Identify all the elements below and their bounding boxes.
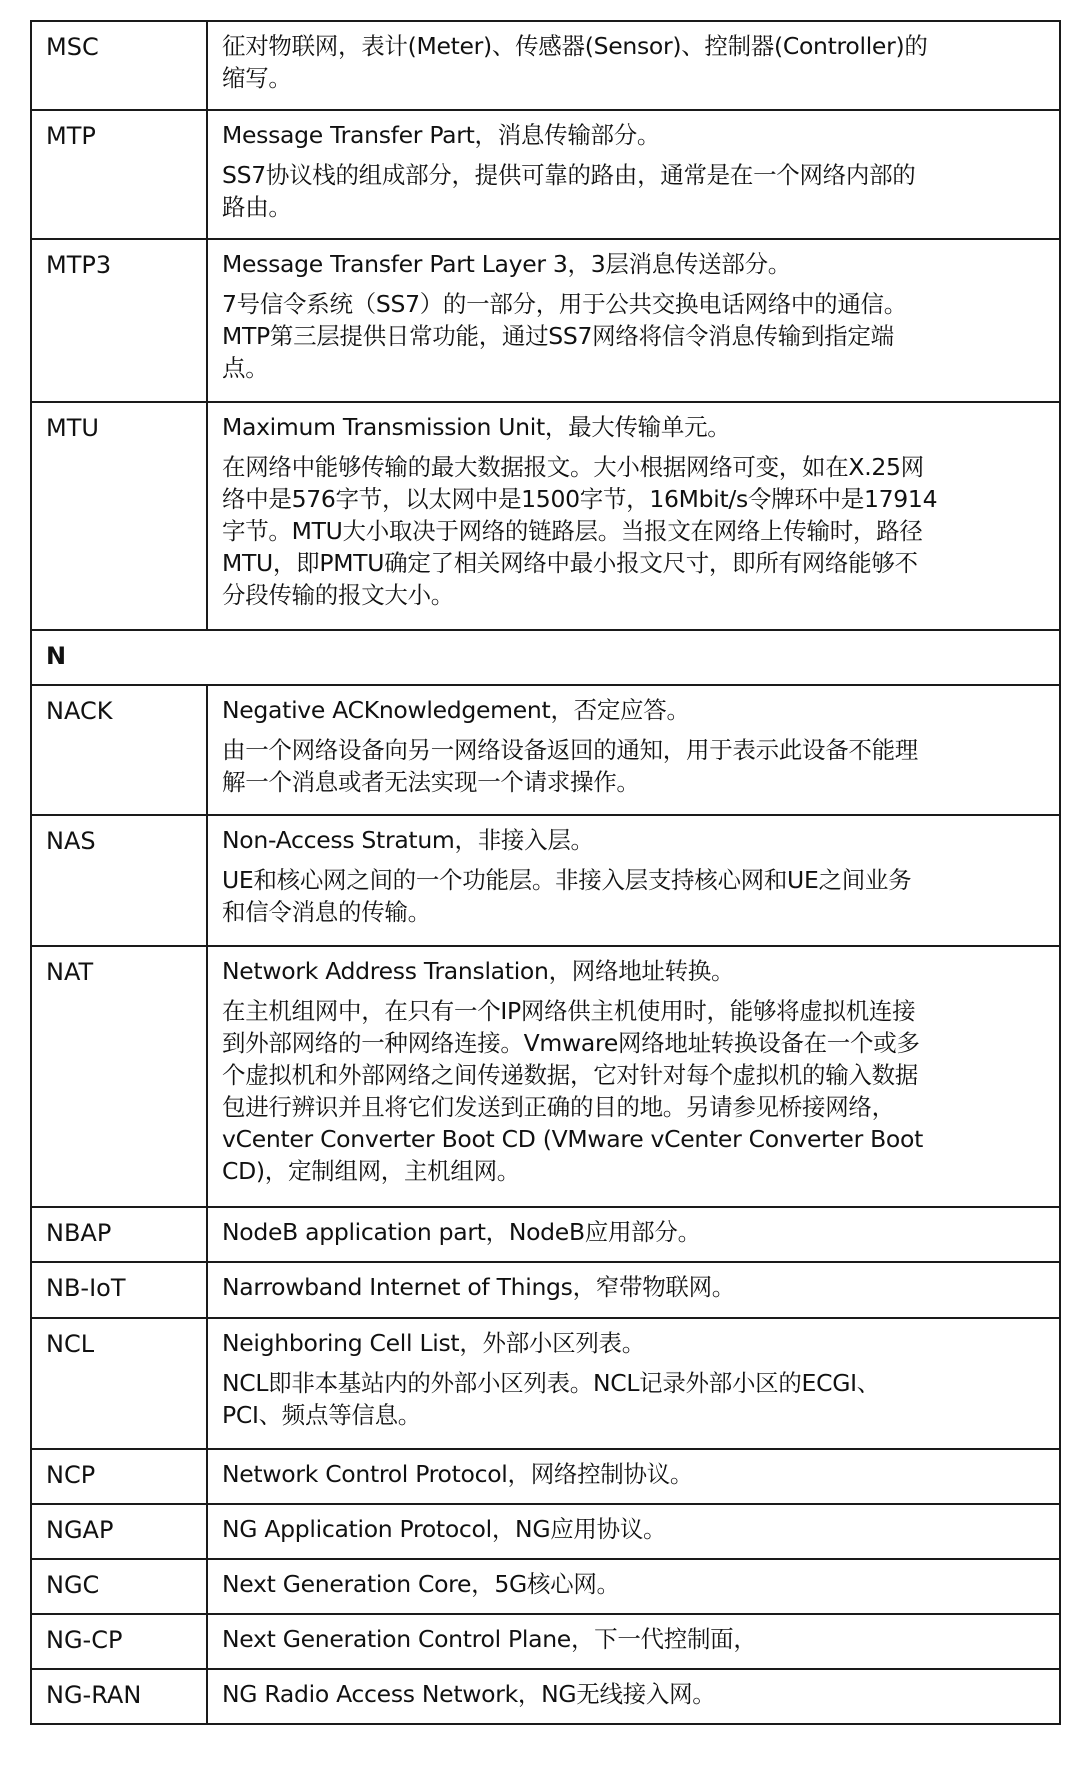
- glossary-row: [31, 815, 1060, 946]
- definition-line: 征对物联网，表计(Meter)、传感器(Sensor)、控制器(Controller)的: [222, 32, 928, 60]
- definition-expansion: [222, 248, 1049, 280]
- term-cell: NB-IoT: [31, 1262, 207, 1318]
- term-cell: MTU: [31, 402, 207, 630]
- definition-line: 路由。: [222, 193, 292, 221]
- definition-explanation: [222, 288, 1049, 384]
- definition-explanation: [222, 995, 1049, 1187]
- definition-explanation: [222, 864, 1049, 928]
- term-cell: NCL: [31, 1318, 207, 1449]
- definition-line: 到外部网络的一种网络连接。Vmware网络地址转换设备在一个或多: [222, 1029, 920, 1057]
- definition-line: 分段传输的报文大小。: [222, 581, 454, 609]
- definition-expansion: [222, 1678, 1049, 1710]
- definition-line: NG Radio Access Network，NG无线接入网。: [222, 1680, 716, 1708]
- glossary-row: [31, 1262, 1060, 1318]
- definition-line: Next Generation Control Plane，下一代控制面，: [222, 1625, 757, 1653]
- section-header-row: [31, 630, 1060, 685]
- definition-expansion: [222, 411, 1049, 443]
- definition-line: Next Generation Core，5G核心网。: [222, 1570, 620, 1598]
- definition-line: Message Transfer Part，消息传输部分。: [222, 121, 661, 149]
- definition-line: 解一个消息或者无法实现一个请求操作。: [222, 768, 640, 796]
- definition-expansion: [222, 1458, 1049, 1490]
- definition-cell: [207, 402, 1060, 630]
- definition-line: Message Transfer Part Layer 3，3层消息传送部分。: [222, 250, 791, 278]
- glossary-row: [31, 946, 1060, 1207]
- definition-line: 字节。MTU大小取决于网络的链路层。当报文在网络上传输时，路径: [222, 517, 923, 545]
- definition-line: 在主机组网中，在只有一个IP网络供主机使用时，能够将虚拟机连接: [222, 997, 916, 1025]
- definition-cell: [207, 1504, 1060, 1559]
- definition-cell: [207, 110, 1060, 239]
- definition-cell: [207, 1262, 1060, 1318]
- definition-expansion: [222, 955, 1049, 987]
- definition-line: MTP第三层提供日常功能，通过SS7网络将信令消息传输到指定端: [222, 322, 894, 350]
- definition-line: vCenter Converter Boot CD (VMware vCenter Converter Boot: [222, 1125, 924, 1153]
- definition-line: NodeB application part，NodeB应用部分。: [222, 1218, 701, 1246]
- definition-expansion: [222, 1513, 1049, 1545]
- term-cell: NG-RAN: [31, 1669, 207, 1724]
- definition-expansion: [222, 119, 1049, 151]
- glossary-row: [31, 685, 1060, 815]
- definition-line: MTU，即PMTU确定了相关网络中最小报文尺寸，即所有网络能够不: [222, 549, 918, 577]
- definition-cell: [207, 946, 1060, 1207]
- definition-explanation: [222, 734, 1049, 798]
- definition-line: UE和核心网之间的一个功能层。非接入层支持核心网和UE之间业务: [222, 866, 912, 894]
- definition-line: 7号信令系统（SS7）的一部分，用于公共交换电话网络中的通信。: [222, 290, 907, 318]
- glossary-row: [31, 402, 1060, 630]
- glossary-row: [31, 1318, 1060, 1449]
- definition-line: Narrowband Internet of Things，窄带物联网。: [222, 1273, 736, 1301]
- definition-cell: [207, 685, 1060, 815]
- term-cell: NGC: [31, 1559, 207, 1614]
- definition-explanation: [222, 451, 1049, 611]
- glossary-row: [31, 1614, 1060, 1669]
- definition-expansion: [222, 1216, 1049, 1248]
- definition-line: Negative ACKnowledgement，否定应答。: [222, 696, 690, 724]
- definition-line: 点。: [222, 354, 269, 382]
- definition-line: 个虚拟机和外部网络之间传递数据，它对针对每个虚拟机的输入数据: [222, 1061, 918, 1089]
- definition-cell: [207, 1449, 1060, 1504]
- definition-line: CD)，定制组网，主机组网。: [222, 1157, 520, 1185]
- term-cell: NGAP: [31, 1504, 207, 1559]
- definition-cell: [207, 1669, 1060, 1724]
- term-cell: NACK: [31, 685, 207, 815]
- term-cell: MTP3: [31, 239, 207, 402]
- definition-line: 和信令消息的传输。: [222, 898, 431, 926]
- definition-line: Neighboring Cell List，外部小区列表。: [222, 1329, 645, 1357]
- glossary-row: [31, 1207, 1060, 1262]
- definition-cell: [207, 1318, 1060, 1449]
- definition-expansion: [222, 824, 1049, 856]
- glossary-row: [31, 1449, 1060, 1504]
- definition-line: NCL即非本基站内的外部小区列表。NCL记录外部小区的ECGI、: [222, 1369, 880, 1397]
- definition-expansion: [222, 1327, 1049, 1359]
- definition-line: Non-Access Stratum，非接入层。: [222, 826, 594, 854]
- definition-line: Network Control Protocol，网络控制协议。: [222, 1460, 694, 1488]
- term-cell: MTP: [31, 110, 207, 239]
- definition-explanation: [222, 159, 1049, 223]
- glossary-row: [31, 21, 1060, 110]
- term-cell: MSC: [31, 21, 207, 110]
- definition-cell: [207, 239, 1060, 402]
- term-cell: NCP: [31, 1449, 207, 1504]
- definition-expansion: [222, 694, 1049, 726]
- term-cell: NAT: [31, 946, 207, 1207]
- glossary-row: [31, 239, 1060, 402]
- definition-line: 缩写。: [222, 64, 292, 92]
- definition-cell: [207, 1559, 1060, 1614]
- glossary-table: [30, 20, 1061, 1725]
- definition-expansion: [222, 1568, 1049, 1600]
- definition-line: NG Application Protocol，NG应用协议。: [222, 1515, 667, 1543]
- definition-line: 在网络中能够传输的最大数据报文。大小根据网络可变，如在X.25网: [222, 453, 924, 481]
- definition-expansion: [222, 1271, 1049, 1303]
- definition-cell: [207, 1614, 1060, 1669]
- definition-line: Network Address Translation，网络地址转换。: [222, 957, 735, 985]
- glossary-body: [31, 21, 1060, 1724]
- definition-cell: [207, 21, 1060, 110]
- definition-explanation: [222, 1367, 1049, 1431]
- glossary-row: [31, 1669, 1060, 1724]
- definition-line: SS7协议栈的组成部分，提供可靠的路由，通常是在一个网络内部的: [222, 161, 916, 189]
- glossary-row: [31, 1504, 1060, 1559]
- definition-line: 由一个网络设备向另一网络设备返回的通知，用于表示此设备不能理: [222, 736, 918, 764]
- definition-line: PCI、频点等信息。: [222, 1401, 422, 1429]
- definition-line: 包进行辨识并且将它们发送到正确的目的地。另请参见桥接网络，: [222, 1093, 895, 1121]
- definition-cell: [207, 815, 1060, 946]
- glossary-row: [31, 1559, 1060, 1614]
- term-cell: NG-CP: [31, 1614, 207, 1669]
- definition-line: Maximum Transmission Unit，最大传输单元。: [222, 413, 731, 441]
- definition-cell: [207, 1207, 1060, 1262]
- definition-line: 络中是576字节，以太网中是1500字节，16Mbit/s令牌环中是17914: [222, 485, 938, 513]
- section-letter: N: [31, 630, 1060, 685]
- term-cell: NBAP: [31, 1207, 207, 1262]
- term-cell: NAS: [31, 815, 207, 946]
- glossary-row: [31, 110, 1060, 239]
- definition-expansion: [222, 30, 1049, 94]
- definition-expansion: [222, 1623, 1049, 1655]
